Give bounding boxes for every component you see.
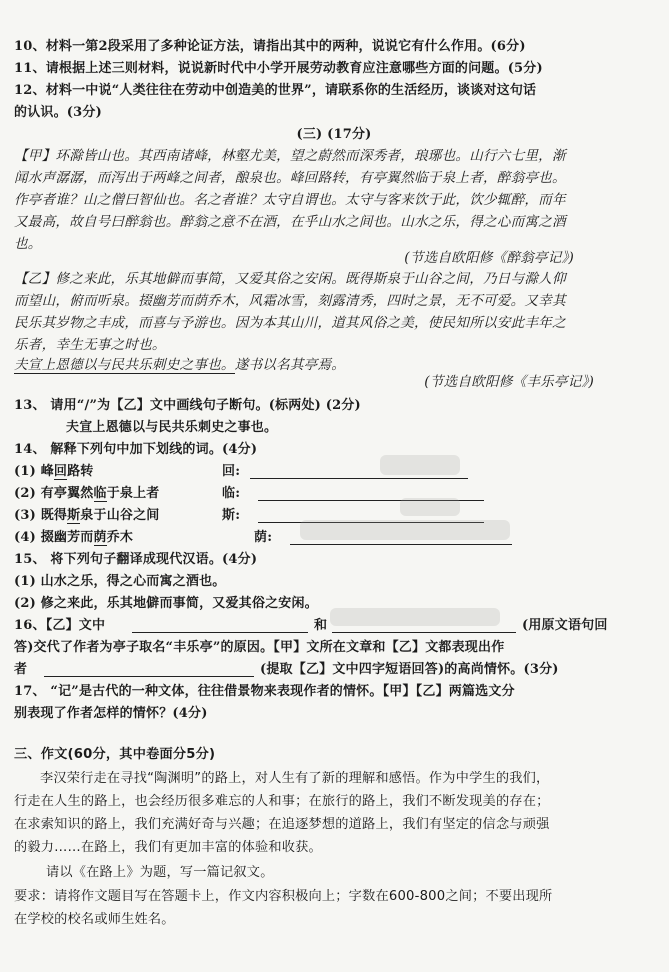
passage-jia-line: 【甲】环滁皆山也。其西南诸峰，林壑尤美，望之蔚然而深秀者，琅琊也。山行六七里，渐 xyxy=(14,148,566,164)
question-12-cont: 的认识。(3分) xyxy=(14,105,102,120)
item-pre: 峰 xyxy=(40,464,54,479)
q16-text: 16、【乙】文中 xyxy=(14,618,106,633)
item-num: (1) xyxy=(14,464,36,479)
essay-requirements-cont: 在学校的校名或师生姓名。 xyxy=(14,912,175,927)
essay-para: 的毅力……在路上，我们有更加丰富的体验和收获。 xyxy=(14,840,322,855)
scan-smudge xyxy=(300,520,510,540)
question-10: 10、材料一第2段采用了多种论证方法，请指出其中的两种，说说它有什么作用。(6分) xyxy=(14,39,526,54)
scan-smudge xyxy=(380,455,460,475)
passage-yi-source: (节选自欧阳修《丰乐亭记》) xyxy=(424,374,594,390)
passage-yi-line: 【乙】修之来此，乐其地僻而事简，又爱其俗之安闲。既得斯泉于山谷之间，乃日与滁人仰 xyxy=(14,271,566,287)
essay-heading: 三、作文(60分，其中卷面分5分) xyxy=(14,747,216,762)
essay-prompt: 请以《在路上》为题，写一篇记叙文。 xyxy=(46,865,274,880)
answer-blank[interactable] xyxy=(132,619,308,633)
q14-item-2 xyxy=(14,483,654,504)
q15-item-2: (2) 修之来此，乐其地僻而事简，又爱其俗之安闲。 xyxy=(14,596,318,611)
item-num: (4) xyxy=(14,530,36,545)
question-13-sentence: 夫宣上恩德以与民共乐刺史之事也。 xyxy=(66,420,278,435)
q14-item-1 xyxy=(14,461,654,482)
item-num: (3) xyxy=(14,508,36,523)
essay-para: 在求索知识的路上，我们充满好奇与兴趣；在追逐梦想的道路上，我们有坚定的信念与顽强 xyxy=(14,817,550,832)
item-key: 荫: xyxy=(254,530,273,545)
item-pre: 掇幽芳而 xyxy=(40,530,94,545)
item-post: 于泉上者 xyxy=(106,486,160,501)
question-17: 17、 “记”是古代的一种文体，往往借景物来表现作者的情怀。【甲】【乙】两篇选文分 xyxy=(14,684,515,699)
essay-requirements: 要求：请将作文题目写在答题卡上，作文内容积极向上；字数在600-800之间；不要出现所 xyxy=(14,889,553,904)
section-heading: (三) (17分) xyxy=(296,127,372,142)
scan-smudge xyxy=(330,608,500,626)
item-word: 荫 xyxy=(93,530,107,545)
q15-item-1: (1) 山水之乐，得之心而寓之酒也。 xyxy=(14,574,226,589)
passage-jia-line: 又最高，故自号曰醉翁也。醉翁之意不在酒，在乎山水之间也。山水之乐，得之心而寓之酒 xyxy=(14,214,566,230)
passage-yi-line: 乐者，幸生无事之时也。 xyxy=(14,337,166,353)
question-17-cont: 别表现了作者怎样的情怀？(4分) xyxy=(14,706,208,721)
item-post: 泉于山谷之间 xyxy=(80,508,160,523)
essay-para: 李汉荣行走在寻找“陶渊明”的路上，对人生有了新的理解和感悟。作为中学生的我们， xyxy=(40,771,550,786)
item-num: (2) xyxy=(14,486,36,501)
q16-text: (用原文语句回 xyxy=(522,618,608,633)
question-12: 12、材料一中说“人类往往在劳动中创造美的世界”，请联系你的生活经历，谈谈对这句话 xyxy=(14,83,537,98)
q16-text: 者 xyxy=(14,662,28,677)
q16-and: 和 xyxy=(314,618,328,633)
answer-blank[interactable] xyxy=(44,663,254,677)
question-16-line2: 答)交代了作者为亭子取名“丰乐亭”的原因。【甲】文所在文章和【乙】文都表现出作 xyxy=(14,640,505,655)
essay-para: 行走在人生的路上，也会经历很多难忘的人和事；在旅行的路上，我们不断发现美的存在； xyxy=(14,794,550,809)
item-pre: 既得 xyxy=(40,508,68,523)
item-pre: 有亭翼然 xyxy=(40,486,94,501)
question-16-line3 xyxy=(14,659,654,680)
passage-jia-line: 闻水声潺潺，而泻出于两峰之间者，酿泉也。峰回路转，有亭翼然临于泉上者，醉翁亭也。 xyxy=(14,170,566,186)
passage-yi-line: 民乐其岁物之丰成，而喜与予游也。因为本其山川，道其风俗之美，使民知所以安此丰年之 xyxy=(14,315,566,331)
item-word: 斯 xyxy=(67,508,81,523)
passage-jia-line: 也。 xyxy=(14,236,42,252)
item-key: 斯: xyxy=(222,508,241,523)
q16-text: (提取【乙】文中四字短语回答)的高尚情怀。(3分) xyxy=(260,662,559,677)
item-key: 临: xyxy=(222,486,241,501)
passage-jia-source: (节选自欧阳修《醉翁亭记》) xyxy=(404,250,574,266)
scan-smudge xyxy=(400,498,460,516)
passage-jia-line: 作亭者谁？山之僧曰智仙也。名之者谁？太守自谓也。太守与客来饮于此，饮少辄醉，而年 xyxy=(14,192,566,208)
item-post: 乔木 xyxy=(106,530,134,545)
passage-yi-tail: 遂书以名其亭焉。 xyxy=(234,357,346,373)
item-word: 回 xyxy=(53,464,68,479)
question-13: 13、 请用“/”为【乙】文中画线句子断句。(标两处) (2分) xyxy=(14,398,361,413)
question-11: 11、请根据上述三则材料，说说新时代中小学开展劳动教育应注意哪些方面的问题。(5分) xyxy=(14,61,543,76)
passage-yi-line: 而望山，俯而听泉。掇幽芳而荫乔木，风霜冰雪，刻露清秀，四时之景，无不可爱。又幸其 xyxy=(14,293,566,309)
underlined-sentence: 夫宣上恩德以与民共乐刺史之事也。 xyxy=(14,357,235,373)
item-post: 路转 xyxy=(67,464,94,479)
item-word: 临 xyxy=(93,486,107,501)
item-key: 回: xyxy=(222,464,241,479)
question-15: 15、 将下列句子翻译成现代汉语。(4分) xyxy=(14,552,258,567)
question-14: 14、 解释下列句中加下划线的词。(4分) xyxy=(14,442,258,457)
